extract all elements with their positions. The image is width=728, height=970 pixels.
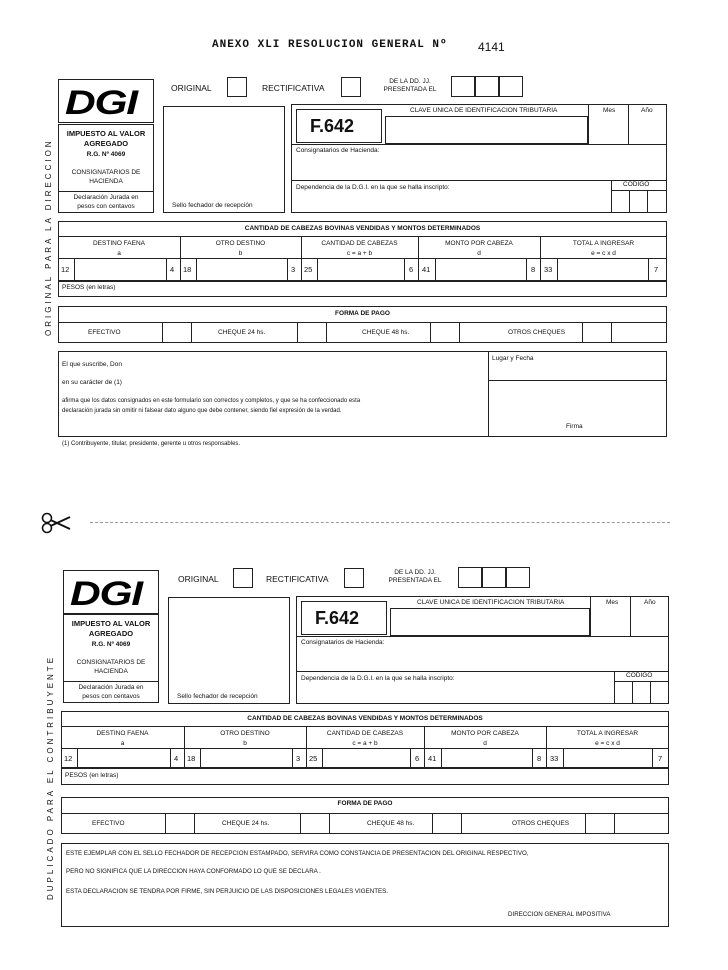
col-monto-dup: MONTO POR CABEZA: [451, 730, 519, 737]
rectificativa-label: RECTIFICATIVA: [262, 83, 325, 93]
col-total-sub-dup: e = c x d: [595, 740, 620, 747]
footnote: (1) Contribuyente, titular, presidente, gerente u otros responsables.: [62, 441, 241, 447]
monto-start-code: 41: [422, 265, 431, 274]
presentada-label-2-dup: PRESENTADA EL: [388, 577, 442, 584]
declaracion-line-2-dup: pesos con centavos: [82, 693, 140, 700]
duplicate-side-label: DUPLICADO PARA EL CONTRIBUYENTE: [46, 654, 55, 900]
col-otro-destino-sub-dup: b: [243, 740, 247, 747]
presentada-date-year-dup[interactable]: [506, 567, 530, 588]
col-destino-faena-sub-dup: a: [120, 740, 125, 747]
cantidad-end-code-dup: 6: [415, 754, 420, 763]
col-destino-faena-sub: a: [117, 250, 121, 257]
consignatarios-line-2: HACIENDA: [89, 178, 123, 185]
resolution-number: 4141: [478, 40, 505, 54]
afirma-line-2: declaración jurada sin omitir ni falsear dato alguno que debe contener, siendo fiel expresión de la verdad.: [62, 408, 342, 414]
payment-otros-checkbox-dup[interactable]: [585, 813, 615, 834]
annex-title: ANEXO XLI RESOLUCION GENERAL Nº: [212, 39, 448, 51]
payment-method-title: FORMA DE PAGO: [335, 310, 390, 317]
col-cantidad-dup: CANTIDAD DE CABEZAS: [326, 730, 404, 737]
cantidad-start-code: 25: [304, 265, 313, 274]
declaracion-line-1: Declaración Jurada en: [73, 194, 139, 201]
notice-line-1: ESTE EJEMPLAR CON EL SELLO FECHADOR DE RECEPCION ESTAMPADO, SERVIRA COMO CONSTANCIA DE PRESENTACION DEL ORIGINAL RESPECTIVO,: [66, 850, 529, 857]
original-checkbox-dup[interactable]: [233, 568, 253, 588]
firma-label: Firma: [566, 423, 583, 430]
tax-name-line-1: IMPUESTO AL VALOR: [66, 129, 146, 138]
declaracion-line-1-dup: Declaración Jurada en: [78, 684, 144, 691]
reception-stamp-box-dup: [168, 597, 290, 704]
cuit-label: CLAVE UNICA DE IDENTIFICACION TRIBUTARIA: [410, 107, 558, 114]
total-end-code-dup: 7: [658, 754, 663, 763]
codigo-label-dup: CODIGO: [626, 672, 653, 679]
cuit-label-dup: CLAVE UNICA DE IDENTIFICACION TRIBUTARIA: [417, 599, 565, 606]
payment-efectivo-label: EFECTIVO: [88, 329, 121, 336]
dgi-logo: DGI: [58, 79, 154, 123]
consignatarios-line-2-dup: HACIENDA: [94, 668, 128, 675]
tax-name-line-1-dup: IMPUESTO AL VALOR: [71, 619, 151, 628]
codigo-digit-1-dup[interactable]: [614, 681, 633, 704]
payment-cheque48-checkbox-dup[interactable]: [432, 813, 462, 834]
otro-destino-end-code-dup: 3: [296, 754, 301, 763]
consignatarios-line-1: CONSIGNATARIOS DE: [71, 169, 141, 176]
anio-label-dup: Año: [644, 599, 656, 606]
destino-faena-start-code: 12: [61, 265, 70, 274]
consignatario-label-dup: Consignatarios de Hacienda:: [301, 639, 385, 646]
form-code-dup: F.642: [315, 608, 360, 628]
presentada-label-2: PRESENTADA EL: [383, 86, 437, 93]
monto-end-code-dup: 8: [537, 754, 542, 763]
col-monto-sub: d: [477, 250, 481, 257]
destino-faena-end-code: 4: [170, 265, 175, 274]
otro-destino-start-code: 18: [183, 265, 192, 274]
lugar-fecha-label: Lugar y Fecha: [492, 355, 534, 362]
payment-otros-label: OTROS CHEQUES: [508, 329, 566, 336]
payment-cheque48-label: CHEQUE 48 hs.: [362, 329, 410, 336]
payment-cheque48-label-dup: CHEQUE 48 hs.: [367, 820, 415, 827]
consignatario-label: Consignatarios de Hacienda:: [296, 147, 380, 154]
payment-cheque24-checkbox-dup[interactable]: [300, 813, 330, 834]
codigo-label: CODIGO: [623, 181, 650, 188]
cuit-input-dup[interactable]: [390, 608, 590, 636]
afirma-line-1: afirma que los datos consignados en este formulario son correctos y completos, y que se ha confeccionado esta: [62, 398, 361, 404]
original-side-label: ORIGINAL PARA LA DIRECCION: [44, 138, 53, 336]
reception-stamp-label: Sello fechador de recepción: [172, 202, 253, 209]
col-total-dup: TOTAL A INGRESAR: [576, 730, 639, 737]
col-otro-destino-sub: b: [238, 250, 243, 257]
otro-destino-end-code: 3: [291, 265, 296, 274]
cantidad-end-code: 6: [409, 265, 414, 274]
original-label-dup: ORIGINAL: [178, 574, 219, 584]
col-destino-faena-dup: DESTINO FAENA: [96, 730, 149, 737]
destino-faena-end-code-dup: 4: [174, 754, 179, 763]
col-otro-destino: OTRO DESTINO: [215, 240, 266, 247]
suscribe-label: El que suscribe, Don: [62, 361, 122, 368]
presentada-date-day-dup[interactable]: [458, 567, 482, 588]
monto-end-code: 8: [531, 265, 536, 274]
anio-label: Año: [641, 107, 653, 114]
col-total-sub: e = c x d: [591, 250, 616, 257]
form-code: F.642: [310, 116, 355, 136]
payment-efectivo-checkbox-dup[interactable]: [165, 813, 195, 834]
payment-method-title-dup: FORMA DE PAGO: [337, 800, 393, 807]
monto-start-code-dup: 41: [428, 754, 437, 763]
declaracion-line-2: pesos con centavos: [77, 203, 135, 210]
payment-cheque24-label: CHEQUE 24 hs.: [218, 329, 266, 336]
payment-otros-label-dup: OTROS CHEQUES: [512, 820, 570, 827]
consignatario-field-dup[interactable]: [445, 638, 663, 668]
payment-cheque24-label-dup: CHEQUE 24 hs.: [222, 820, 270, 827]
col-cantidad-sub-dup: c = a + b: [352, 740, 378, 747]
pesos-field-dup[interactable]: [61, 768, 669, 785]
col-cantidad-sub: c = a + b: [346, 250, 373, 257]
rg-number: R.G. Nº 4069: [86, 151, 126, 158]
presentada-label-1-dup: DE LA DD. JJ.: [394, 569, 436, 576]
dependencia-label-dup: Dependencia de la D.G.I. en la que se halla inscripto:: [301, 675, 455, 682]
pesos-label-dup: PESOS (en letras): [65, 772, 119, 779]
payment-efectivo-label-dup: EFECTIVO: [92, 820, 125, 827]
presentada-date-month-dup[interactable]: [482, 567, 506, 588]
consignatarios-line-1-dup: CONSIGNATARIOS DE: [76, 659, 146, 666]
tax-name-line-2-dup: AGREGADO: [88, 629, 134, 638]
tax-name-line-2: AGREGADO: [83, 139, 129, 148]
notice-line-2: PERO NO SIGNIFICA QUE LA DIRECCION HAYA CONFORMADO LO QUE SE DECLARA .: [66, 868, 321, 875]
dependencia-label: Dependencia de la D.G.I. en la que se halla inscripto:: [296, 184, 450, 191]
total-end-code: 7: [654, 265, 659, 274]
mes-label-dup: Mes: [606, 599, 619, 606]
col-monto: MONTO POR CABEZA: [445, 240, 513, 247]
codigo-digit-2-dup[interactable]: [632, 681, 651, 704]
col-total: TOTAL A INGRESAR: [572, 240, 635, 247]
col-otro-destino-dup: OTRO DESTINO: [220, 730, 270, 737]
codigo-digit-3-dup[interactable]: [650, 681, 669, 704]
destino-faena-start-code-dup: 12: [64, 754, 73, 763]
mes-label: Mes: [603, 107, 616, 114]
notice-line-3: ESTA DECLARACION SE TENDRA POR FIRME, SIN PERJUICIO DE LAS DISPOSICIONES LEGALES VIGENTES.: [66, 888, 388, 895]
rg-number-dup: R.G. Nº 4069: [91, 641, 131, 648]
reception-stamp-label-dup: Sello fechador de recepción: [177, 693, 258, 700]
original-label: ORIGINAL: [171, 83, 212, 93]
col-destino-faena: DESTINO FAENA: [92, 240, 145, 247]
cantidad-start-code-dup: 25: [309, 754, 318, 763]
notice-signature: DIRECCION GENERAL IMPOSITIVA: [508, 911, 611, 918]
rectificativa-checkbox-dup[interactable]: [344, 568, 364, 588]
caracter-label: en su carácter de (1): [62, 379, 122, 386]
rectificativa-label-dup: RECTIFICATIVA: [266, 574, 329, 584]
total-start-code-dup: 33: [550, 754, 559, 763]
dgi-logo-dup: DGI: [63, 570, 159, 614]
col-monto-sub-dup: d: [483, 740, 487, 747]
quantity-table-title: CANTIDAD DE CABEZAS BOVINAS VENDIDAS Y MONTOS DETERMINADOS: [244, 225, 481, 232]
col-cantidad: CANTIDAD DE CABEZAS: [321, 240, 398, 247]
pesos-label: PESOS (en letras): [62, 284, 116, 291]
presentada-label-1: DE LA DD. JJ.: [389, 78, 431, 85]
otro-destino-start-code-dup: 18: [187, 754, 196, 763]
total-start-code: 33: [544, 265, 553, 274]
quantity-table-title-dup: CANTIDAD DE CABEZAS BOVINAS VENDIDAS Y MONTOS DETERMINADOS: [247, 715, 483, 722]
